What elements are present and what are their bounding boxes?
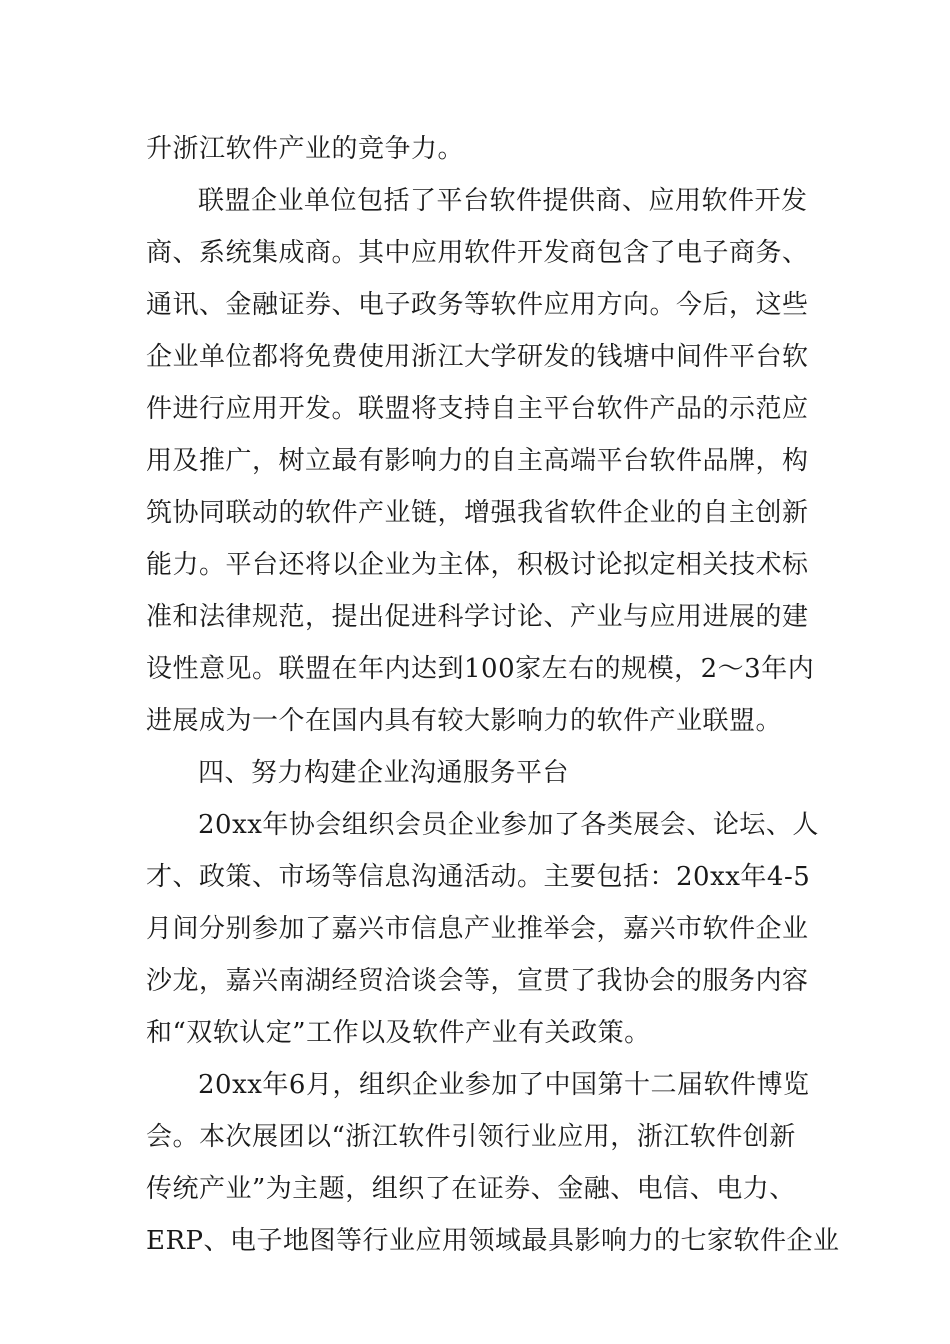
text-line: 企业单位都将免费使用浙江大学研发的钱塘中间件平台软 (146, 342, 809, 372)
text-line: 商、系统集成商。其中应用软件开发商包含了电子商务、 (146, 238, 809, 268)
text-line: 件进行应用开发。联盟将支持自主平台软件产品的示范应 (146, 394, 809, 424)
paragraph-first-line: 20xx年6月，组织企业参加了中国第十二届软件博览 (198, 1070, 810, 1100)
text-line: 会。本次展团以“浙江软件引领行业应用，浙江软件创新 (146, 1122, 796, 1152)
text-line: 设性意见。联盟在年内达到100家左右的规模，2～3年内 (146, 654, 815, 684)
text-line: 进展成为一个在国内具有较大影响力的软件产业联盟。 (146, 706, 783, 736)
text-line: 准和法律规范，提出促进科学讨论、产业与应用进展的建 (146, 602, 809, 632)
text-line: 传统产业”为主题，组织了在证券、金融、电信、电力、 (146, 1174, 796, 1204)
text-line: 和“双软认定”工作以及软件产业有关政策。 (146, 1018, 651, 1048)
text-line: 沙龙，嘉兴南湖经贸洽谈会等，宣贯了我协会的服务内容 (146, 966, 809, 996)
text-line: 用及推广，树立最有影响力的自主高端平台软件品牌，构 (146, 446, 809, 476)
text-line: 升浙江软件产业的竞争力。 (146, 134, 465, 164)
text-line: 才、政策、市场等信息沟通活动。主要包括：20xx年4-5 (146, 862, 811, 892)
paragraph-first-line: 20xx年协会组织会员企业参加了各类展会、论坛、人 (198, 810, 819, 840)
text-line: 通讯、金融证券、电子政务等软件应用方向。今后，这些 (146, 290, 809, 320)
text-line: 能力。平台还将以企业为主体，积极讨论拟定相关技术标 (146, 550, 809, 580)
text-line: 筑协同联动的软件产业链，增强我省软件企业的自主创新 (146, 498, 809, 528)
section-heading: 四、努力构建企业沟通服务平台 (198, 758, 570, 788)
text-line: 月间分别参加了嘉兴市信息产业推举会，嘉兴市软件企业 (146, 914, 809, 944)
text-line: ERP、电子地图等行业应用领域最具影响力的七家软件企业 (146, 1226, 840, 1256)
paragraph-first-line: 联盟企业单位包括了平台软件提供商、应用软件开发 (198, 186, 808, 216)
